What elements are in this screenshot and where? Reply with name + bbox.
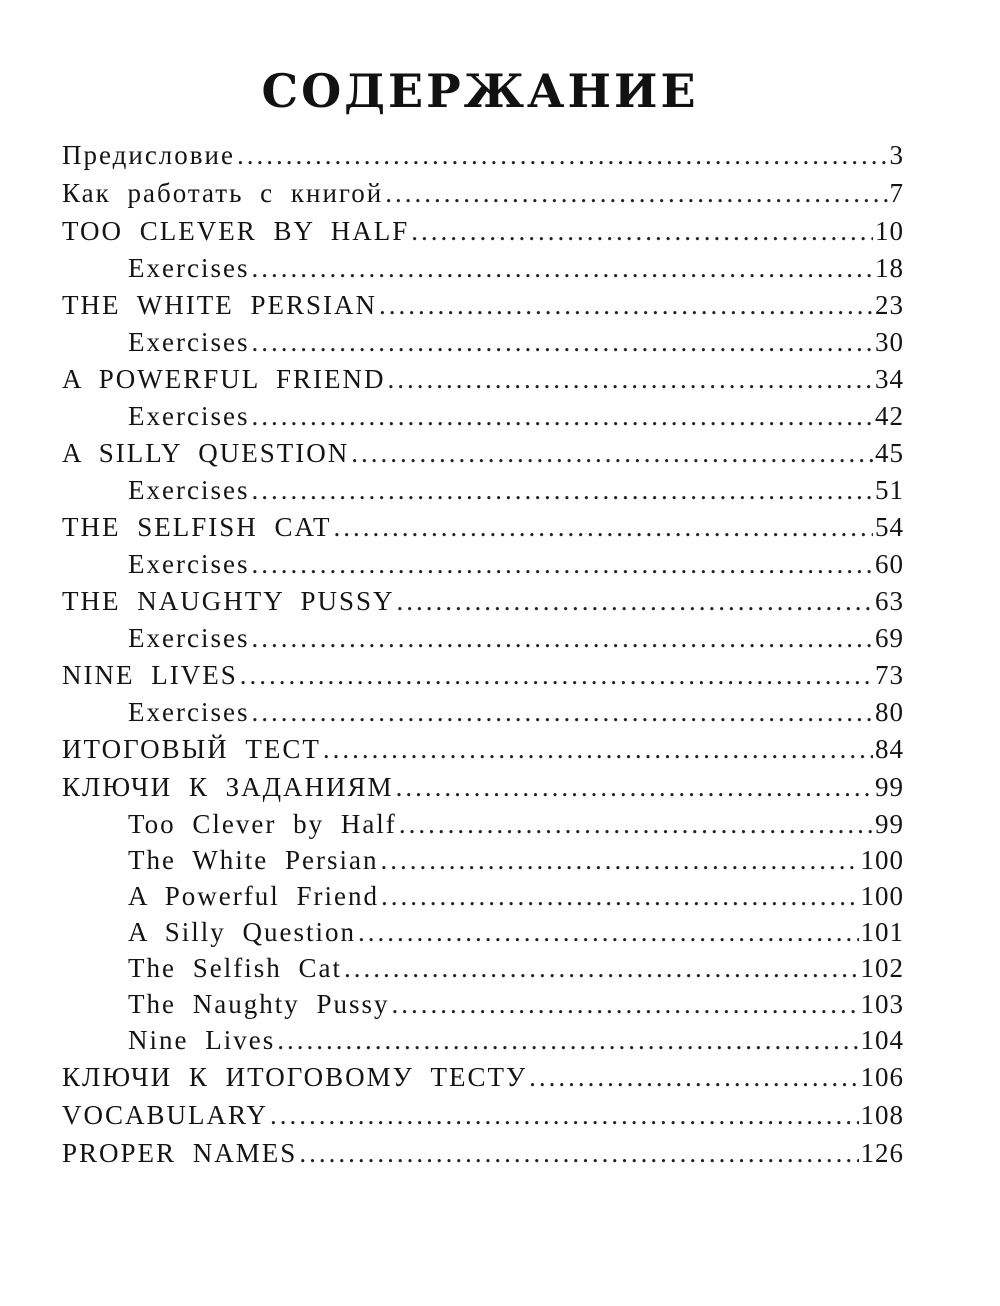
toc-page-number: 99 [875,772,904,802]
dot-leader [358,914,858,950]
toc-page-number: 54 [875,512,904,542]
toc-entry-label: TOO CLEVER BY HALF [62,216,410,246]
toc-page-number: 60 [875,549,904,579]
toc-page-number: 3 [889,140,904,170]
toc-page-number: 42 [875,401,904,431]
dot-leader [299,1134,858,1172]
toc-page-number: 34 [875,364,904,394]
toc-subentry[interactable] [62,620,904,656]
dot-leader [251,620,873,656]
toc-page-number: 18 [875,253,904,283]
dot-leader [381,878,859,914]
toc-subentry[interactable] [62,950,904,986]
toc-page-number: 23 [875,290,904,320]
toc-page-number: 99 [875,809,904,839]
toc-page-number: 69 [875,623,904,653]
toc-entry[interactable] [62,582,904,620]
toc-page-number: 100 [860,881,904,911]
dot-leader [334,508,873,546]
toc-entry[interactable] [62,434,904,472]
toc-subentry[interactable] [62,878,904,914]
dot-leader [270,1096,858,1134]
toc-subentry[interactable] [62,250,904,286]
toc-entry-label: КЛЮЧИ К ИТОГОВОМУ ТЕСТУ [62,1062,528,1092]
toc-page-number: 45 [875,438,904,468]
toc-page-number: 100 [860,845,904,875]
dot-leader [392,986,859,1022]
toc-entry-label: Exercises [128,401,250,431]
toc-subentry[interactable] [62,546,904,582]
dot-leader [251,472,873,508]
toc-entry-label: A POWERFUL FRIEND [62,364,386,394]
dot-leader [396,768,873,806]
toc-entry-label: A Silly Question [128,917,357,947]
toc-entry-label: Exercises [128,697,250,727]
dot-leader [388,360,873,398]
dot-leader [399,806,873,842]
toc-entry[interactable] [62,730,904,768]
page-title: СОДЕРЖАНИЕ [261,64,699,118]
dot-leader [529,1058,858,1096]
toc-entry[interactable] [62,1134,904,1172]
table-of-contents [62,136,904,1172]
dot-leader [397,582,873,620]
dot-leader [351,434,873,472]
toc-entry-label: NINE LIVES [62,660,238,690]
toc-entry-label: Как работать с книгой [62,178,384,208]
toc-page-number: 126 [860,1138,904,1168]
toc-entry[interactable] [62,136,904,174]
toc-entry[interactable] [62,508,904,546]
toc-page-number: 80 [875,697,904,727]
dot-leader [251,546,873,582]
dot-leader [379,286,873,324]
toc-subentry[interactable] [62,986,904,1022]
toc-entry-label: Nine Lives [128,1025,276,1055]
toc-entry-label: VOCABULARY [62,1100,269,1130]
toc-page-number: 7 [889,178,904,208]
toc-page-number: 103 [860,989,904,1019]
toc-entry-label: A SILLY QUESTION [62,438,350,468]
toc-subentry[interactable] [62,694,904,730]
toc-page-number: 104 [860,1025,904,1055]
toc-entry[interactable] [62,1096,904,1134]
toc-entry[interactable] [62,360,904,398]
toc-page-number: 10 [875,216,904,246]
toc-entry-label: The Selfish Cat [128,953,342,983]
dot-leader [277,1022,858,1058]
dot-leader [411,212,873,250]
toc-entry-label: Exercises [128,253,250,283]
toc-page-number: 106 [860,1062,904,1092]
toc-entry[interactable] [62,656,904,694]
toc-page-number: 84 [875,734,904,764]
toc-page-number: 63 [875,586,904,616]
toc-entry-label: КЛЮЧИ К ЗАДАНИЯМ [62,772,394,802]
toc-entry-label: ИТОГОВЫЙ ТЕСТ [62,734,321,764]
toc-subentry[interactable] [62,842,904,878]
toc-entry[interactable] [62,212,904,250]
toc-entry-label: THE SELFISH CAT [62,512,332,542]
toc-entry-label: Exercises [128,623,250,653]
toc-entry[interactable] [62,174,904,212]
toc-page-number: 108 [860,1100,904,1130]
toc-entry-label: THE NAUGHTY PUSSY [62,586,395,616]
toc-page-number: 101 [860,917,904,947]
toc-entry-label: Too Clever by Half [128,809,397,839]
dot-leader [251,324,873,360]
dot-leader [251,694,873,730]
toc-entry-label: A Powerful Friend [128,881,379,911]
toc-entry-label: Предисловие [62,140,235,170]
toc-entry[interactable] [62,768,904,806]
toc-subentry[interactable] [62,1022,904,1058]
dot-leader [344,950,859,986]
toc-entry[interactable] [62,286,904,324]
toc-page-number: 73 [875,660,904,690]
dot-leader [385,174,887,212]
toc-entry-label: THE WHITE PERSIAN [62,290,377,320]
toc-entry-label: Exercises [128,327,250,357]
toc-entry-label: Exercises [128,549,250,579]
dot-leader [323,730,873,768]
toc-entry[interactable] [62,1058,904,1096]
toc-entry-label: The Naughty Pussy [128,989,390,1019]
dot-leader [380,842,858,878]
dot-leader [240,656,873,694]
toc-page-number: 51 [875,475,904,505]
toc-entry-label: The White Persian [128,845,379,875]
toc-subentry[interactable] [62,472,904,508]
toc-subentry[interactable] [62,914,904,950]
toc-entry-label: PROPER NAMES [62,1138,298,1168]
dot-leader [251,398,873,434]
toc-page-number: 102 [860,953,904,983]
toc-subentry[interactable] [62,398,904,434]
toc-subentry[interactable] [62,806,904,842]
toc-subentry[interactable] [62,324,904,360]
dot-leader [251,250,873,286]
dot-leader [237,136,888,174]
toc-page-number: 30 [875,327,904,357]
toc-entry-label: Exercises [128,475,250,505]
